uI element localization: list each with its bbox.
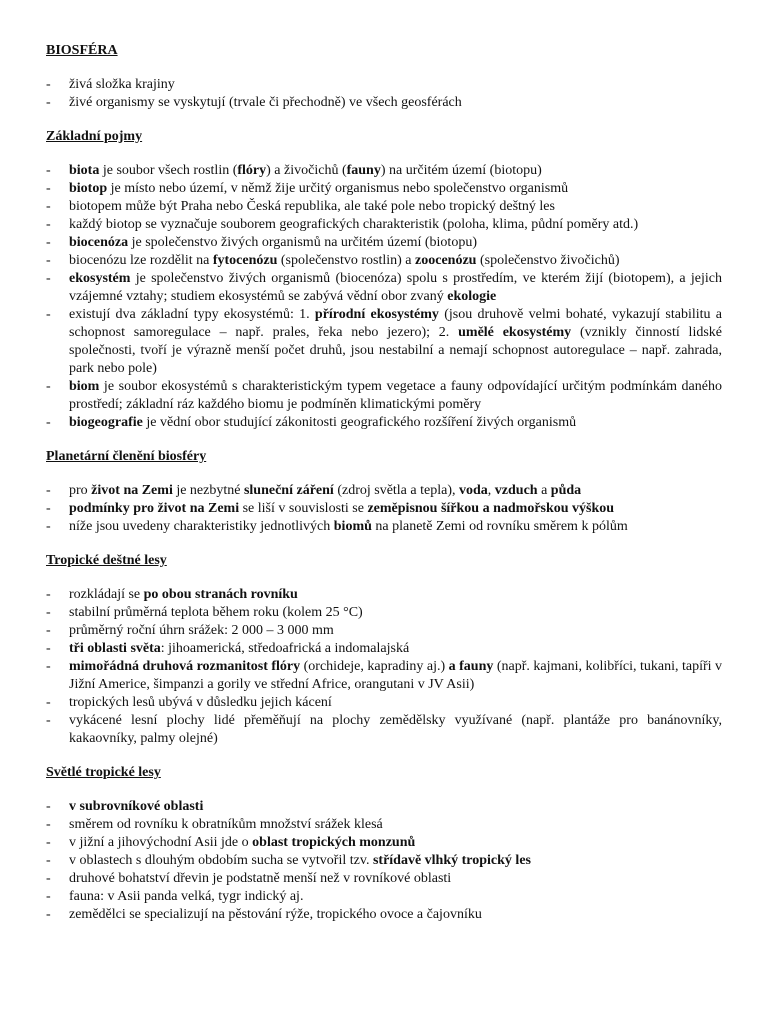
bold-term: tři oblasti světa xyxy=(69,641,161,656)
bullet-list xyxy=(46,162,722,432)
bold-term: vzduch xyxy=(494,483,538,498)
bold-term: po obou stranách rovníku xyxy=(143,587,298,602)
bold-term: ekologie xyxy=(447,289,497,304)
bullet-list xyxy=(46,482,722,536)
list-item xyxy=(46,162,722,180)
list-item xyxy=(46,888,722,906)
bold-term: sluneční záření xyxy=(243,483,334,498)
text-segment: v oblastech s dlouhým obdobím sucha se vytvořil tzv. xyxy=(69,853,373,868)
text-segment: je vědní obor studující zákonitosti geografického rozšíření živých organismů xyxy=(142,415,577,430)
section-heading: Světlé tropické lesy xyxy=(46,765,161,780)
text-segment: ) a živočichů ( xyxy=(266,163,347,178)
text-segment: každý biotop se vyznačuje souborem geografických charakteristik (poloha, klima, půdní poměry atd.) xyxy=(69,217,639,232)
bold-term: střídavě vlhký tropický les xyxy=(372,853,531,868)
bullet-dash: - xyxy=(46,659,51,674)
list-item xyxy=(46,414,722,432)
bullet-dash: - xyxy=(46,271,51,286)
bullet-dash: - xyxy=(46,199,51,214)
list-item xyxy=(46,234,722,252)
list-item xyxy=(46,180,722,198)
bullet-dash: - xyxy=(46,871,51,886)
text-segment: (orchideje, kapradiny aj.) xyxy=(300,659,449,674)
list-item xyxy=(46,500,722,518)
bold-term: biogeografie xyxy=(69,415,143,430)
bullet-dash: - xyxy=(46,181,51,196)
list-item xyxy=(46,482,722,500)
text-segment: zemědělci se specializují na pěstování rýže, tropického ovoce a čajovníku xyxy=(69,907,482,922)
list-item xyxy=(46,816,722,834)
bullet-dash: - xyxy=(46,889,51,904)
list-item xyxy=(46,658,722,694)
list-item xyxy=(46,198,722,216)
bold-term: podmínky pro život na Zemi xyxy=(69,501,240,516)
bullet-dash: - xyxy=(46,817,51,832)
text-segment: vykácené lesní plochy lidé přeměňují na plochy zemědělsky využívané (např. plantáže pro banánovníky, kakaovníky, palmy olejné) xyxy=(69,713,722,746)
list-item xyxy=(46,712,722,748)
text-segment: níže jsou uvedeny charakteristiky jednotlivých xyxy=(69,519,334,534)
bullet-dash: - xyxy=(46,799,51,814)
bold-term: zoocenózu xyxy=(415,253,477,268)
list-item xyxy=(46,270,722,306)
bold-term: biota xyxy=(69,163,100,178)
list-item xyxy=(46,798,722,816)
list-item xyxy=(46,640,722,658)
bullet-dash: - xyxy=(46,587,51,602)
bold-term: umělé ekosystémy xyxy=(458,325,572,340)
bold-term: ekosystém xyxy=(69,271,131,286)
section-heading: Základní pojmy xyxy=(46,129,143,144)
text-segment: (např. kajmani, kolibříci, tukani, tapíři v Jižní Americe, šimpanzi a gorily ve střední Africe, orangutani v JV Asii) xyxy=(69,659,723,692)
text-segment: je nezbytné xyxy=(172,483,244,498)
text-segment: pro xyxy=(69,483,92,498)
list-item xyxy=(46,586,722,604)
bullet-dash: - xyxy=(46,217,51,232)
bullet-dash: - xyxy=(46,853,51,868)
text-segment: fauna: v Asii panda velká, tygr indický aj. xyxy=(69,889,304,904)
list-item xyxy=(46,834,722,852)
bold-term: život na Zemi xyxy=(91,483,173,498)
text-segment: biotopem může být Praha nebo Česká republika, ale také pole nebo tropický deštný les xyxy=(69,199,555,214)
section-heading: Tropické deštné lesy xyxy=(46,553,167,568)
bold-term: biom xyxy=(69,379,100,394)
text-segment: biocenózu lze rozdělit na xyxy=(69,253,213,268)
list-item xyxy=(46,252,722,270)
bullet-dash: - xyxy=(46,605,51,620)
text-segment: druhové bohatství dřevin je podstatně menší než v rovníkové oblasti xyxy=(69,871,452,886)
text-segment: (jsou druhově velmi bohaté, vykazují stabilitu a schopnost samoregulace – např. prales, řeka nebo jezero); 2. xyxy=(69,307,722,340)
bold-term: přírodní ekosystémy xyxy=(314,307,439,322)
text-segment: živé organismy se vyskytují (trvale či přechodně) ve všech geosférách xyxy=(69,95,462,110)
text-segment: směrem od rovníku k obratníkům množství srážek klesá xyxy=(69,817,383,832)
bold-term: oblast tropických monzunů xyxy=(252,835,416,850)
section-heading: BIOSFÉRA xyxy=(46,43,118,58)
text-segment: je místo nebo území, v němž žije určitý organismus nebo společenstvo organismů xyxy=(107,181,569,196)
list-item xyxy=(46,378,722,414)
bullet-dash: - xyxy=(46,379,51,394)
text-segment: v jižní a jihovýchodní Asii jde o xyxy=(69,835,253,850)
text-segment: : jihoamerická, středoafrická a indomalajská xyxy=(160,641,410,656)
bold-term: půda xyxy=(550,483,582,498)
bold-term: voda xyxy=(458,483,488,498)
bullet-dash: - xyxy=(46,307,51,322)
bullet-dash: - xyxy=(46,483,51,498)
bullet-dash: - xyxy=(46,907,51,922)
bold-term: biocenóza xyxy=(69,235,129,250)
bold-term: biomů xyxy=(333,519,372,534)
list-item xyxy=(46,306,722,378)
bullet-dash: - xyxy=(46,713,51,728)
text-segment: a xyxy=(537,483,551,498)
text-segment: na planetě Zemi od rovníku směrem k pólům xyxy=(371,519,628,534)
bullet-dash: - xyxy=(46,623,51,638)
text-segment: , xyxy=(487,483,495,498)
bullet-dash: - xyxy=(46,695,51,710)
text-segment: je soubor všech rostlin ( xyxy=(99,163,238,178)
text-segment: ) na určitém území (biotopu) xyxy=(380,163,542,178)
list-item xyxy=(46,694,722,712)
text-segment: rozkládají se xyxy=(69,587,144,602)
list-item xyxy=(46,216,722,234)
bullet-dash: - xyxy=(46,77,51,92)
bold-term: fytocenózu xyxy=(212,253,278,268)
bullet-dash: - xyxy=(46,235,51,250)
text-segment: (zdroj světla a tepla), xyxy=(333,483,459,498)
list-item xyxy=(46,518,722,536)
text-segment: průměrný roční úhrn srážek: 2 000 – 3 000 mm xyxy=(69,623,334,638)
bold-term: a fauny xyxy=(448,659,494,674)
list-item xyxy=(46,622,722,640)
text-segment: stabilní průměrná teplota během roku (kolem 25 °C) xyxy=(69,605,363,620)
text-segment: je společenstvo živých organismů (biocenóza) spolu s prostředím, ve kterém žijí (biotopem), a jejich vzájemné vztahy; studiem ekosystémů se zabývá vědní obor zvaný xyxy=(69,271,722,304)
bullet-dash: - xyxy=(46,835,51,850)
bold-term: flóry xyxy=(237,163,267,178)
text-segment: je společenstvo živých organismů na určitém území (biotopu) xyxy=(128,235,477,250)
section-heading: Planetární členění biosféry xyxy=(46,449,207,464)
bullet-dash: - xyxy=(46,641,51,656)
bullet-dash: - xyxy=(46,253,51,268)
list-item xyxy=(46,76,722,94)
bold-term: biotop xyxy=(69,181,108,196)
text-segment: se liší v souvislosti se xyxy=(239,501,368,516)
bold-term: fauny xyxy=(346,163,381,178)
bold-term: zeměpisnou šířkou a nadmořskou výškou xyxy=(367,501,615,516)
list-item xyxy=(46,604,722,622)
list-item xyxy=(46,94,722,112)
bullet-dash: - xyxy=(46,163,51,178)
bullet-dash: - xyxy=(46,95,51,110)
text-segment: existují dva základní typy ekosystémů: 1. xyxy=(69,307,315,322)
text-segment: (společenstvo živočichů) xyxy=(476,253,620,268)
bold-term: v subrovníkové oblasti xyxy=(69,799,204,814)
text-segment: je soubor ekosystémů s charakteristickým typem vegetace a fauny odpovídající určitým podmínkám daného prostředí; základní ráz každého biomu je podmíněn klimatickými poměry xyxy=(69,379,722,412)
text-segment: (vznikly činností lidské společnosti, tvoří je výrazně menší počet druhů, jsou nestabilní a nemají schopnost autoregulace – např. zahrada, park nebo pole) xyxy=(69,325,723,376)
bullet-list xyxy=(46,76,722,112)
bullet-dash: - xyxy=(46,501,51,516)
list-item xyxy=(46,870,722,888)
text-segment: (společenstvo rostlin) a xyxy=(277,253,416,268)
bullet-list xyxy=(46,586,722,748)
bullet-list xyxy=(46,798,722,924)
bold-term: mimořádná druhová rozmanitost flóry xyxy=(69,659,301,674)
text-segment: tropických lesů ubývá v důsledku jejich kácení xyxy=(69,695,332,710)
list-item xyxy=(46,906,722,924)
bullet-dash: - xyxy=(46,519,51,534)
document-page xyxy=(46,42,722,940)
bullet-dash: - xyxy=(46,415,51,430)
list-item xyxy=(46,852,722,870)
text-segment: živá složka krajiny xyxy=(69,77,175,92)
